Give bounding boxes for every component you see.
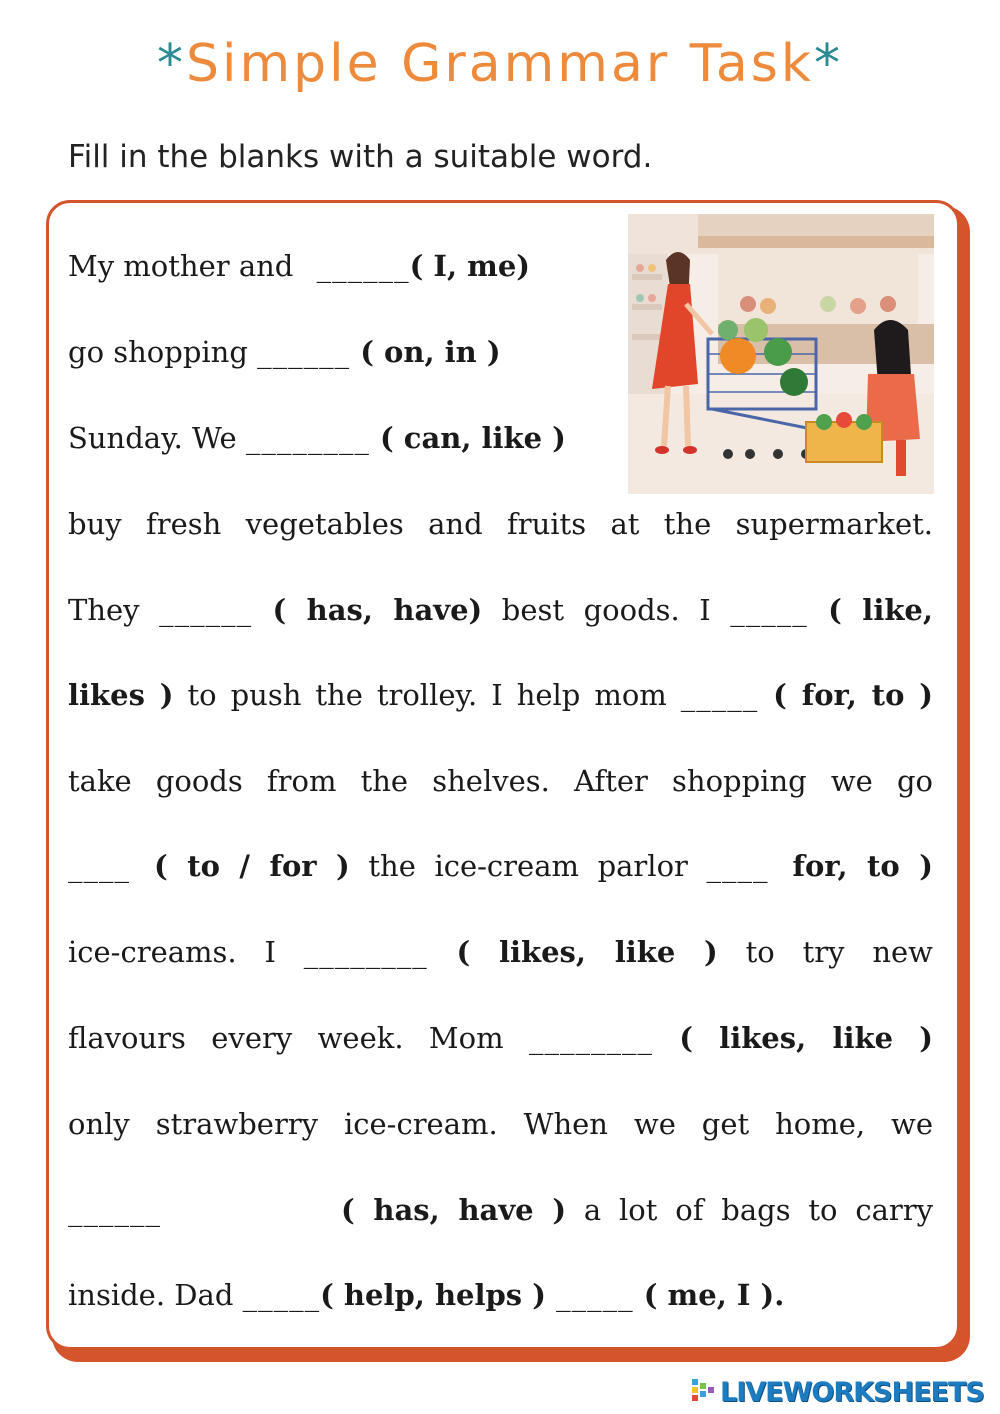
- answer-options: ( for, to ): [758, 678, 933, 712]
- answer-blank[interactable]: ________: [245, 421, 370, 455]
- liveworksheets-footer[interactable]: [690, 1372, 990, 1412]
- answer-blank[interactable]: ______: [159, 593, 253, 627]
- text-line-12: [68, 1180, 933, 1240]
- line-text: ice-creams. I: [68, 935, 304, 969]
- answer-options: ( help, helps ): [320, 1278, 546, 1312]
- answer-options: ( I, me): [409, 249, 531, 283]
- line-text: buy fresh vegetables and fruits at the supermarket.: [68, 507, 933, 541]
- answer-blank[interactable]: ______: [316, 249, 410, 283]
- line-text: inside. Dad: [68, 1278, 243, 1312]
- answer-options: ( can, like ): [369, 421, 566, 455]
- text-line-13: [68, 1265, 928, 1325]
- footer-brand: LIVEWORKSHEETS: [720, 1376, 984, 1408]
- text-line-10: [68, 1008, 933, 1068]
- answer-options: ( on, in ): [350, 335, 501, 369]
- answer-blank[interactable]: ______: [68, 1193, 161, 1227]
- line-text: flavours every week. Mom: [68, 1021, 529, 1055]
- line-text: only strawberry ice-cream. When we get home, we: [68, 1107, 933, 1141]
- answer-blank[interactable]: ______: [257, 335, 351, 369]
- instruction-text: Fill in the blanks with a suitable word.: [68, 139, 653, 175]
- answer-options: ( has, have): [252, 593, 483, 627]
- answer-options: likes ): [68, 678, 174, 712]
- line-text: best goods. I: [482, 593, 731, 627]
- answer-options: ( likes, like ): [427, 935, 718, 969]
- text-line-3: [68, 408, 618, 468]
- answer-blank[interactable]: _____: [680, 678, 759, 712]
- answer-blank[interactable]: _____: [545, 1278, 634, 1312]
- answer-blank[interactable]: ________: [303, 935, 428, 969]
- text-line-11: [68, 1094, 933, 1154]
- answer-options: ( likes, like ): [652, 1021, 933, 1055]
- answer-blank[interactable]: ________: [528, 1021, 653, 1055]
- text-line-9: [68, 922, 933, 982]
- line-text: go shopping: [68, 335, 258, 369]
- liveworksheets-logo-icon: [690, 1377, 716, 1407]
- title-star-left: *: [157, 34, 187, 94]
- line-text: to try new: [717, 935, 933, 969]
- answer-options: for, to ): [792, 849, 933, 883]
- line-text: They: [68, 593, 160, 627]
- title-star-right: *: [813, 34, 843, 94]
- text-line-8: [68, 836, 933, 896]
- page-title: [0, 28, 1000, 100]
- answer-options: ( me, I ).: [633, 1278, 785, 1312]
- text-line-5: [68, 580, 933, 640]
- line-text: the ice-cream parlor: [349, 849, 707, 883]
- answer-options: ( has, have ): [341, 1193, 567, 1227]
- text-line-4: [68, 494, 933, 554]
- text-line-2: [68, 322, 618, 382]
- line-text: to push the trolley. I help mom: [173, 678, 681, 712]
- answer-blank[interactable]: _____: [730, 593, 808, 627]
- text-line-6: [68, 665, 933, 725]
- answer-blank[interactable]: _____: [242, 1278, 321, 1312]
- answer-blank[interactable]: ____: [706, 849, 769, 883]
- line-text: Sunday. We: [68, 421, 246, 455]
- line-text: a lot of bags to carry: [566, 1193, 933, 1227]
- answer-blank[interactable]: ____: [68, 849, 130, 883]
- text-line-7: [68, 751, 933, 811]
- line-text: take goods from the shelves. After shopping we go: [68, 764, 933, 798]
- text-line-1: [68, 236, 618, 296]
- title-text: Simple Grammar Task: [186, 34, 814, 94]
- answer-options: ( to / for ): [154, 849, 350, 883]
- line-text: My mother and: [68, 249, 303, 283]
- answer-options: ( like,: [807, 593, 933, 627]
- supermarket-shopping-illustration: [628, 214, 934, 494]
